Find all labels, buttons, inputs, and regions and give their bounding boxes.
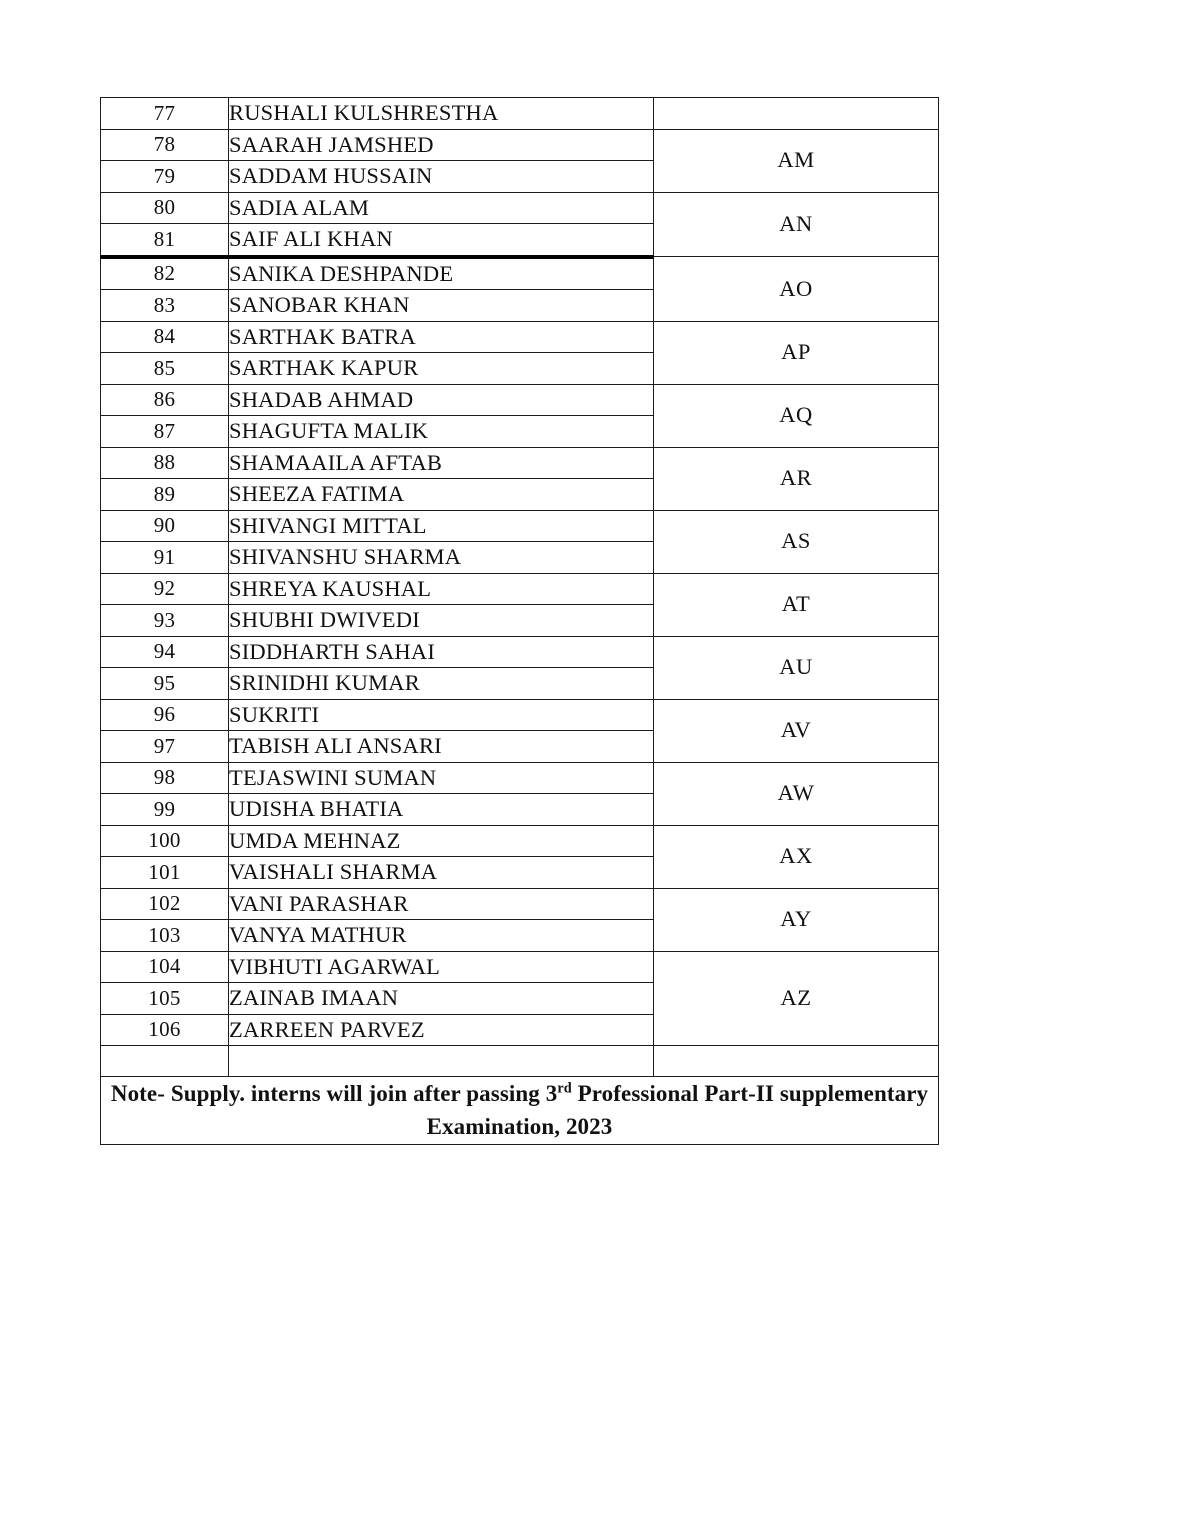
cell-intern-name: VANYA MATHUR bbox=[229, 920, 654, 952]
cell-group-empty bbox=[654, 98, 939, 130]
cell-serial: 97 bbox=[101, 731, 229, 763]
cell-serial: 105 bbox=[101, 983, 229, 1015]
cell-serial: 100 bbox=[101, 825, 229, 857]
cell-intern-name: SAIF ALI KHAN bbox=[229, 224, 654, 257]
cell-group-label: AR bbox=[654, 447, 939, 510]
cell-group-label: AY bbox=[654, 888, 939, 951]
cell-intern-name: SHIVANSHU SHARMA bbox=[229, 542, 654, 574]
cell-group-label: AX bbox=[654, 825, 939, 888]
cell-serial: 92 bbox=[101, 573, 229, 605]
cell-serial bbox=[101, 1046, 229, 1077]
cell-intern-name: SIDDHARTH SAHAI bbox=[229, 636, 654, 668]
cell-serial: 106 bbox=[101, 1014, 229, 1046]
cell-serial: 104 bbox=[101, 951, 229, 983]
cell-serial: 103 bbox=[101, 920, 229, 952]
cell-serial: 90 bbox=[101, 510, 229, 542]
cell-intern-name: UDISHA BHATIA bbox=[229, 794, 654, 826]
note-text-prefix: Note- Supply. interns will join after passing 3 bbox=[110, 1081, 558, 1106]
cell-intern-name: SRINIDHI KUMAR bbox=[229, 668, 654, 700]
cell-intern-name: SHREYA KAUSHAL bbox=[229, 573, 654, 605]
cell-serial: 78 bbox=[101, 129, 229, 161]
cell-intern-name: VANI PARASHAR bbox=[229, 888, 654, 920]
cell-serial: 79 bbox=[101, 161, 229, 193]
cell-intern-name: TEJASWINI SUMAN bbox=[229, 762, 654, 794]
cell-intern-name: ZARREEN PARVEZ bbox=[229, 1014, 654, 1046]
cell-serial: 89 bbox=[101, 479, 229, 511]
table-row bbox=[101, 699, 939, 731]
cell-intern-name: SARTHAK KAPUR bbox=[229, 353, 654, 385]
table-row bbox=[101, 510, 939, 542]
cell-serial: 84 bbox=[101, 321, 229, 353]
cell-group-label: AW bbox=[654, 762, 939, 825]
cell-group-label: AV bbox=[654, 699, 939, 762]
cell-intern-name: RUSHALI KULSHRESTHA bbox=[229, 98, 654, 130]
cell-serial: 96 bbox=[101, 699, 229, 731]
table-row-note bbox=[101, 1077, 939, 1145]
cell-intern-name: ZAINAB IMAAN bbox=[229, 983, 654, 1015]
cell-intern-name: SARTHAK BATRA bbox=[229, 321, 654, 353]
cell-group-label: AZ bbox=[654, 951, 939, 1046]
table-row bbox=[101, 321, 939, 353]
table-row bbox=[101, 129, 939, 161]
cell-serial: 93 bbox=[101, 605, 229, 637]
cell-group-label: AM bbox=[654, 129, 939, 192]
cell-intern-name: SUKRITI bbox=[229, 699, 654, 731]
cell-intern-name: SANIKA DESHPANDE bbox=[229, 257, 654, 290]
table-row bbox=[101, 98, 939, 130]
table-row bbox=[101, 257, 939, 290]
cell-serial: 91 bbox=[101, 542, 229, 574]
table-row bbox=[101, 825, 939, 857]
cell-serial: 81 bbox=[101, 224, 229, 257]
cell-serial: 99 bbox=[101, 794, 229, 826]
cell-intern-name: SHIVANGI MITTAL bbox=[229, 510, 654, 542]
cell-intern-name: SAARAH JAMSHED bbox=[229, 129, 654, 161]
cell-intern-name: SHUBHI DWIVEDI bbox=[229, 605, 654, 637]
cell-serial: 82 bbox=[101, 257, 229, 290]
note-ordinal-suffix: rd bbox=[557, 1080, 572, 1097]
cell-intern-name: VIBHUTI AGARWAL bbox=[229, 951, 654, 983]
note-text-suffix: Professional Part-II supplementary Examination, 2023 bbox=[426, 1081, 929, 1140]
cell-intern-name: SADDAM HUSSAIN bbox=[229, 161, 654, 193]
cell-intern-name: SANOBAR KHAN bbox=[229, 290, 654, 322]
cell-serial: 102 bbox=[101, 888, 229, 920]
cell-serial: 101 bbox=[101, 857, 229, 889]
cell-serial: 80 bbox=[101, 192, 229, 224]
table-row bbox=[101, 192, 939, 224]
cell-serial: 94 bbox=[101, 636, 229, 668]
cell-serial: 98 bbox=[101, 762, 229, 794]
cell-intern-name bbox=[229, 1046, 654, 1077]
table-row bbox=[101, 447, 939, 479]
cell-serial: 85 bbox=[101, 353, 229, 385]
cell-group-label: AN bbox=[654, 192, 939, 257]
table-row bbox=[101, 384, 939, 416]
cell-serial: 86 bbox=[101, 384, 229, 416]
cell-group-empty bbox=[654, 1046, 939, 1077]
cell-serial: 87 bbox=[101, 416, 229, 448]
cell-group-label: AU bbox=[654, 636, 939, 699]
intern-allotment-table-wrapper bbox=[100, 97, 938, 1145]
footer-note bbox=[101, 1077, 939, 1145]
cell-serial: 83 bbox=[101, 290, 229, 322]
table-row bbox=[101, 951, 939, 983]
cell-serial: 77 bbox=[101, 98, 229, 130]
cell-group-label: AP bbox=[654, 321, 939, 384]
cell-intern-name: SADIA ALAM bbox=[229, 192, 654, 224]
cell-intern-name: SHEEZA FATIMA bbox=[229, 479, 654, 511]
cell-intern-name: VAISHALI SHARMA bbox=[229, 857, 654, 889]
table-row bbox=[101, 573, 939, 605]
cell-group-label: AS bbox=[654, 510, 939, 573]
cell-serial: 95 bbox=[101, 668, 229, 700]
table-body bbox=[101, 98, 939, 1145]
cell-intern-name: SHAGUFTA MALIK bbox=[229, 416, 654, 448]
cell-serial: 88 bbox=[101, 447, 229, 479]
cell-group-label: AQ bbox=[654, 384, 939, 447]
cell-intern-name: SHADAB AHMAD bbox=[229, 384, 654, 416]
table-row bbox=[101, 636, 939, 668]
cell-intern-name: UMDA MEHNAZ bbox=[229, 825, 654, 857]
table-row bbox=[101, 762, 939, 794]
cell-intern-name: TABISH ALI ANSARI bbox=[229, 731, 654, 763]
intern-allotment-table bbox=[100, 97, 939, 1145]
cell-group-label: AT bbox=[654, 573, 939, 636]
cell-intern-name: SHAMAAILA AFTAB bbox=[229, 447, 654, 479]
cell-group-label: AO bbox=[654, 257, 939, 322]
table-row-blank bbox=[101, 1046, 939, 1077]
table-row bbox=[101, 888, 939, 920]
